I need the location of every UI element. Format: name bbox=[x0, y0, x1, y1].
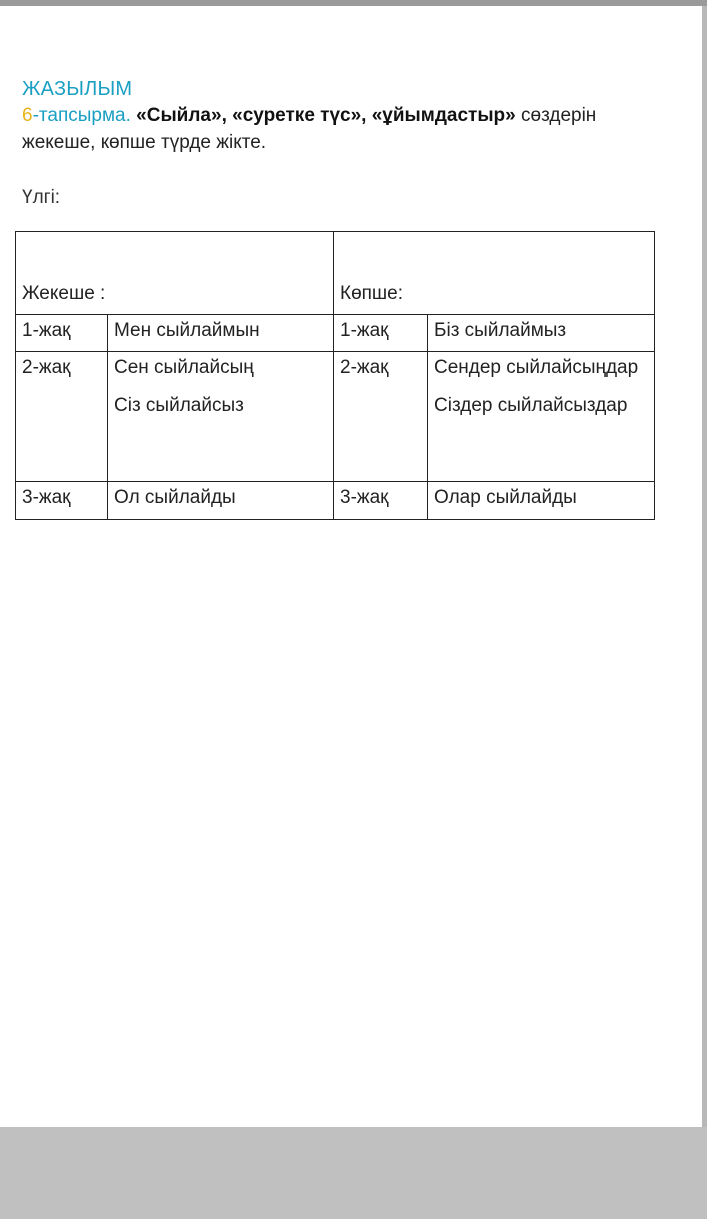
plural-header: Көпше: bbox=[334, 232, 655, 315]
conjugation-table bbox=[15, 231, 655, 520]
page-edge bbox=[702, 6, 707, 1127]
table-row bbox=[16, 315, 655, 352]
singular-header: Жекеше : bbox=[16, 232, 334, 315]
singular-form-cell bbox=[108, 352, 334, 482]
task-statement bbox=[22, 102, 662, 156]
document-page bbox=[0, 6, 702, 1127]
singular-form: Сен сыйлайсың bbox=[114, 357, 254, 378]
section-heading: ЖАЗЫЛЫМ bbox=[22, 78, 133, 100]
plural-person-cell: 3-жақ bbox=[334, 482, 428, 520]
singular-person-cell: 3-жақ bbox=[16, 482, 108, 520]
example-label: Үлгі: bbox=[22, 187, 61, 208]
singular-person-cell: 2-жақ bbox=[16, 352, 108, 482]
plural-person-cell: 2-жақ bbox=[334, 352, 428, 482]
plural-form-cell bbox=[428, 482, 655, 520]
task-words: «Сыйла», «суретке түс», «ұйымдастыр» bbox=[136, 105, 516, 126]
singular-form-cell bbox=[108, 482, 334, 520]
task-word: -тапсырма. bbox=[32, 105, 131, 126]
task-number: 6 bbox=[22, 105, 33, 126]
table-header-row bbox=[16, 232, 655, 315]
plural-form: Сіздер сыйлайсыздар bbox=[434, 395, 628, 416]
singular-form-cell bbox=[108, 315, 334, 352]
singular-person-cell: 1-жақ bbox=[16, 315, 108, 352]
plural-form: Біз сыйлаймыз bbox=[434, 320, 567, 341]
plural-form: Олар сыйлайды bbox=[434, 487, 577, 508]
plural-form: Сендер сыйлайсыңдар bbox=[434, 357, 639, 378]
singular-form: Ол сыйлайды bbox=[114, 487, 236, 508]
singular-form: Мен сыйлаймын bbox=[114, 320, 260, 341]
table-row bbox=[16, 482, 655, 520]
plural-form-cell bbox=[428, 352, 655, 482]
table-row bbox=[16, 352, 655, 482]
task-instruction: сөздерін жекеше, көпше түрде жікте. bbox=[22, 105, 597, 153]
singular-form: Сіз сыйлайсыз bbox=[114, 395, 244, 416]
plural-form-cell bbox=[428, 315, 655, 352]
plural-person-cell: 1-жақ bbox=[334, 315, 428, 352]
